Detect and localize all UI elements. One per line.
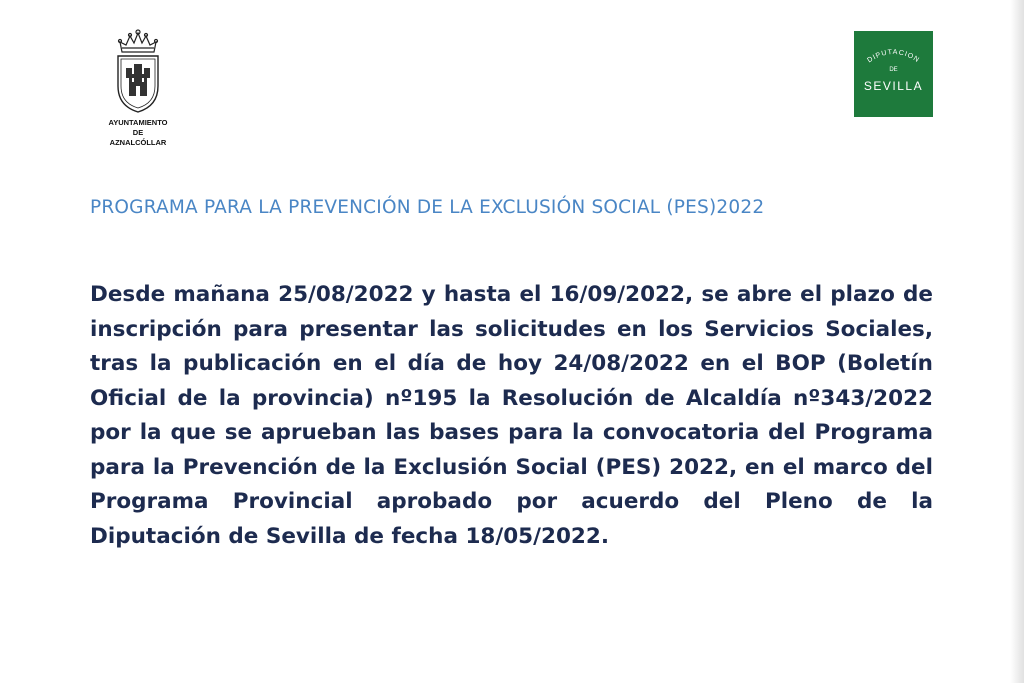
ayuntamiento-logo bbox=[96, 28, 180, 148]
caption-line-3: AZNALCÓLLAR bbox=[109, 138, 167, 147]
document-title: PROGRAMA PARA LA PREVENCIÓN DE LA EXCLUSIÓN SOCIAL (PES)2022 bbox=[90, 197, 765, 218]
caption-line-1: AYUNTAMIENTO bbox=[108, 118, 168, 127]
diputacion-logo bbox=[854, 31, 933, 117]
svg-text:DIPUTACION bbox=[866, 49, 920, 64]
diputacion-de-text: DE bbox=[889, 67, 898, 73]
diputacion-arc-text: DIPUTACION bbox=[866, 48, 921, 65]
document-body: Desde mañana 25/08/2022 y hasta el 16/09/2022, se abre el plazo de inscripción para presentar las solicitudes en los Servicios Sociales, tras la publicación en el día de hoy 24/08/2022 en el BOP (Boletín Oficial de la provincia) nº195 la Resolución de Alcaldía nº343/2022 por la que se aprueban las bases para la convocatoria del Programa para la Prevención de la Exclusión Social (PES) 2022, en el marco del Programa Provincial aprobado por acuerdo del Pleno de la Diputación de Sevilla de fecha 18/05/2022. bbox=[90, 282, 933, 549]
page-edge-shadow bbox=[1010, 0, 1024, 683]
coat-of-arms-icon bbox=[112, 28, 164, 114]
diputacion-name-text: SEVILLA bbox=[863, 79, 924, 93]
ayuntamiento-caption bbox=[96, 118, 180, 148]
caption-line-2: DE bbox=[132, 128, 144, 137]
